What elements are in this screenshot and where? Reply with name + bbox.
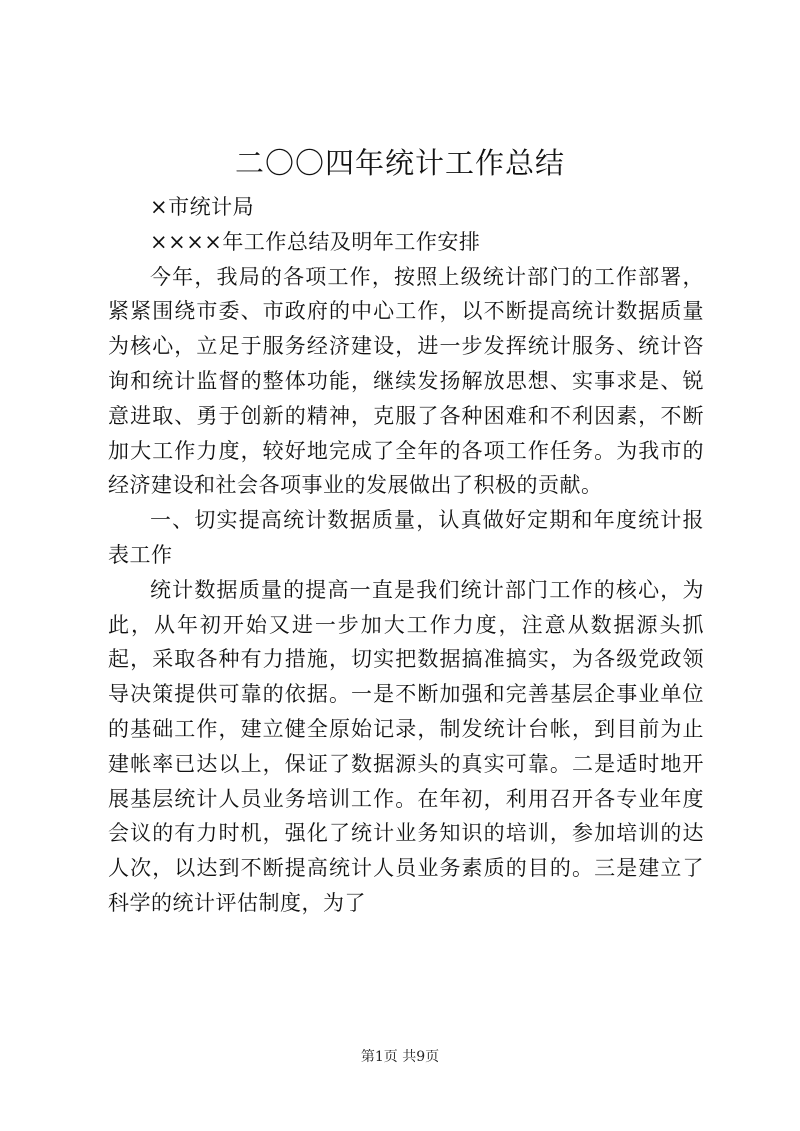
- document-title: 二〇〇四年统计工作总结: [234, 146, 565, 180]
- paragraph-intro: 今年，我局的各项工作，按照上级统计部门的工作部署，紧紧围绕市委、市政府的中心工作，以不断提高统计数据质量为核心，立足于服务经济建设，进一步发挥统计服务、统计咨询和统计监督的整体功能，继续发扬解放思想、实事求是、锐意进取、勇于创新的精神，克服了各种困难和不利因素，不断加大工作力度，较好地完成了全年的各项工作任务。为我市的经济建设和社会各项事业的发展做出了积极的贡献。: [108, 264, 704, 498]
- paragraph-subtitle: ××××年工作总结及明年工作安排: [150, 229, 481, 254]
- paragraph-section-1: 统计数据质量的提高一直是我们统计部门工作的核心，为此，从年初开始又进一步加大工作力度，注意从数据源头抓起，采取各种有力措施，切实把数据搞准搞实，为各级党政领导决策提供可靠的依据。一是不断加强和完善基层企事业单位的基础工作，建立健全原始记录，制发统计台帐，到目前为止建帐率已达以上，保证了数据源头的真实可靠。二是适时地开展基层统计人员业务培训工作。在年初，利用召开各专业年度会议的有力时机，强化了统计业务知识的培训，参加培训的达人次，以达到不断提高统计人员业务素质的目的。三是建立了科学的统计评估制度，为了: [108, 577, 704, 915]
- page-footer: 第1页 共9页: [360, 1049, 440, 1065]
- paragraph-author: ×市统计局: [150, 195, 255, 219]
- document-body: [108, 190, 704, 921]
- section-heading-1: 一、切实提高统计数据质量，认真做好定期和年度统计报表工作: [108, 508, 704, 567]
